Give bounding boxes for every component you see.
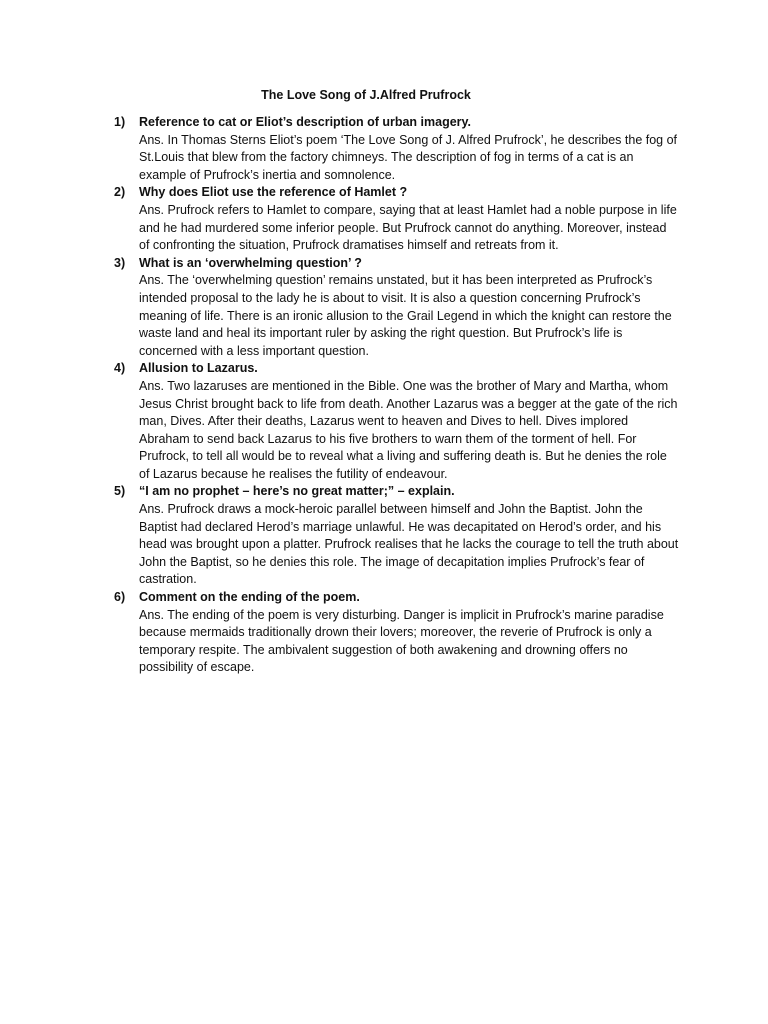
- qa-item-1: [114, 114, 680, 184]
- qa-item-2: [114, 184, 680, 254]
- qa-item-6: [114, 589, 680, 677]
- item-answer: Ans. Prufrock refers to Hamlet to compare, saying that at least Hamlet had a noble purpose in life and he had murdered some inferior people. But Prufrock cannot do anything. Moreover, instead of confronting the situation, Prufrock dramatises himself and retreats from it.: [139, 202, 677, 253]
- item-question: What is an ‘overwhelming question’ ?: [139, 255, 362, 270]
- item-question: Reference to cat or Eliot’s description of urban imagery.: [139, 115, 472, 129]
- item-answer: Ans. In Thomas Sterns Eliot’s poem ‘The Love Song of J. Alfred Prufrock’, he describes the fog of St.Louis that blew from the factory chimneys. The description of fog in terms of a cat is an example of Prufrock’s inertia and somnolence.: [139, 132, 678, 182]
- item-question: Allusion to Lazarus.: [139, 361, 258, 376]
- qa-item-5: [114, 483, 680, 589]
- item-number: 5): [114, 484, 126, 499]
- item-number: 6): [114, 590, 126, 605]
- item-number: 1): [114, 115, 126, 129]
- document-title: The Love Song of J.Alfred Prufrock: [261, 88, 471, 102]
- item-answer: Ans. Prufrock draws a mock-heroic parallel between himself and John the Baptist. John the Baptist had declared Herod’s marriage unlawful. He was decapitated on Herod’s order, and his head was brought upon a platter. Prufrock realises that he lacks the courage to tell the truth about John the Baptist, so he denies this role. The image of decapitation implies Prufrock’s fear of castration.: [139, 502, 679, 587]
- item-answer: Ans. Two lazaruses are mentioned in the Bible. One was the brother of Mary and Martha, whom Jesus Christ brought back to life from death. Another Lazarus was a begger at the gate of the rich man, Dives. After their deaths, Lazarus went to heaven and Dives to hell. Dives implored Abraham to send back Lazarus to his five brothers to warn them of the torment of hell. For Prufrock, to tell all would be to reveal what a living and suffering death is. But he denies the role of Lazarus because he realises the futility of endeavour.: [139, 378, 678, 481]
- item-number: 4): [114, 361, 126, 376]
- item-question: Why does Eliot use the reference of Hamlet ?: [139, 185, 408, 200]
- question-answer-list: [114, 114, 680, 677]
- qa-item-3: [114, 255, 680, 361]
- item-answer: Ans. The ‘overwhelming question’ remains unstated, but it has been interpreted as Prufrock’s intended proposal to the lady he is about to visit. It is also a question concerning Prufrock’s meaning of life. There is an ironic allusion to the Grail Legend in which the knight can restore the waste land and heal its important ruler by asking the right question. But Prufrock’s life is concerned with a less important question.: [139, 273, 672, 358]
- item-question: “I am no prophet – here’s no great matter;” – explain.: [139, 484, 455, 499]
- item-question: Comment on the ending of the poem.: [139, 590, 360, 605]
- item-answer: Ans. The ending of the poem is very disturbing. Danger is implicit in Prufrock’s marine paradise because mermaids traditionally drown their lovers; moreover, the reverie of Prufrock is only a temporary respite. The ambivalent suggestion of both awakening and drowning offers no possibility of escape.: [139, 607, 664, 675]
- item-number: 3): [114, 255, 126, 270]
- qa-item-4: [114, 360, 680, 483]
- item-number: 2): [114, 185, 126, 200]
